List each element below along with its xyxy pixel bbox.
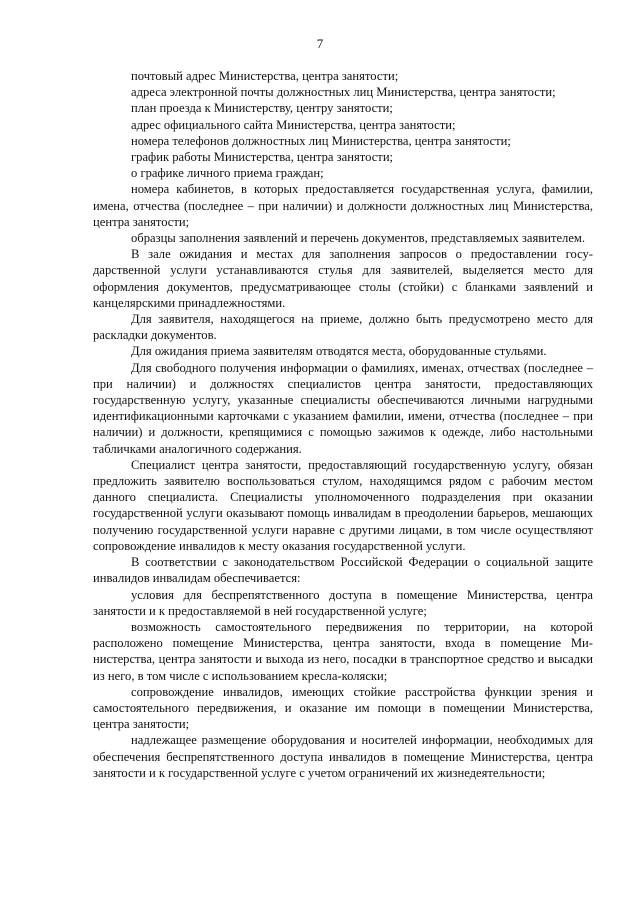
paragraph: В зале ожидания и местах для заполнения запросов о предоставлении государственной услуги устанавливаются стулья для заявителей, выделяется место для оформления документов, предусматривающее столы (стойки) с бланками заявлений и канцелярскими принадлежностями. xyxy=(93,247,593,310)
paragraph: номера телефонов должностных лиц Министерства, центра занятости; xyxy=(131,133,511,148)
paragraph: В соответствии с законодательством Российской Федерации о социальной защите инвалидов инвалидам обеспечивается: xyxy=(93,555,593,586)
paragraph: Для свободного получения информации о фамилиях, именах, отчествах (последнее – при наличии) и должностях специалистов центра занятости, предоставляющих государственную услугу, указанные специалисты обеспечиваются личными нагрудными идентификационными карточками с указанием фамилии, имени, отчества (последнее – при наличии) и должности, крепящимися с помощью зажимов к одежде, либо настольными табличками аналогичного содержания. xyxy=(93,360,593,456)
paragraph: Для ожидания приема заявителям отводятся места, оборудованные стульями. xyxy=(131,344,547,359)
paragraph: почтовый адрес Министерства, центра занятости; xyxy=(131,69,399,83)
paragraph: номера кабинетов, в которых предоставляется государственная услуга, фамилии, имена, отчества (последнее – при наличии) и должности должностных лиц Министерства, центра занятости; xyxy=(93,182,593,229)
document-body xyxy=(93,68,593,781)
page-number: 7 xyxy=(316,36,324,51)
paragraph: адрес официального сайта Министерства, центра занятости; xyxy=(131,117,456,132)
paragraph: график работы Министерства, центра занятости; xyxy=(131,150,394,165)
paragraph: адреса электронной почты должностных лиц Министерства, центра занятости; xyxy=(131,85,556,100)
paragraph: Специалист центра занятости, предоставляющий государственную услугу, обязан предложить заявителю воспользоваться стулом, находящимся рядом с рабочим местом данного специалиста. Специалисты уполномоченного подразделения при оказании государственной услуги оказывают помощь инвалидам в преодолении барьеров, мешающих получению государственной услуги наравне с другими лицами, в том числе осуществляют сопровождение инвалидов к месту оказания государственной услуги. xyxy=(93,457,593,553)
paragraph: надлежащее размещение оборудования и носителей информации, необходимых для обеспечения беспрепятственного доступа инвалидов в помещение Министерства, центра занятости и к государственной услуге с учетом ограничений их жизнедеятельности; xyxy=(93,733,593,780)
paragraph: условия для беспрепятственного доступа в помещение Министерства, центра занятости и к предоставляемой в ней государственной услуге; xyxy=(93,587,593,618)
paragraph: о графике личного приема граждан; xyxy=(131,166,324,181)
paragraph: Для заявителя, находящегося на приеме, должно быть предусмотрено место для раскладки документов. xyxy=(93,312,593,343)
paragraph: образцы заполнения заявлений и перечень документов, представляемых заявителем. xyxy=(131,231,586,246)
paragraph: план проезда к Министерству, центру занятости; xyxy=(131,101,393,116)
paragraph: сопровождение инвалидов, имеющих стойкие расстройства функции зрения и самостоятельного передвижения, и оказание им помощи в помещении Министерства, центра занятости; xyxy=(93,684,593,732)
paragraph: возможность самостоятельного передвижения по территории, на которой расположено помещение Министерства, центра занятости, входа в помещение Министерства, центра занятости и выхода из него, посадки в транспортное средство и высадки из него, в том числе с использованием кресла-коляски; xyxy=(93,619,593,683)
